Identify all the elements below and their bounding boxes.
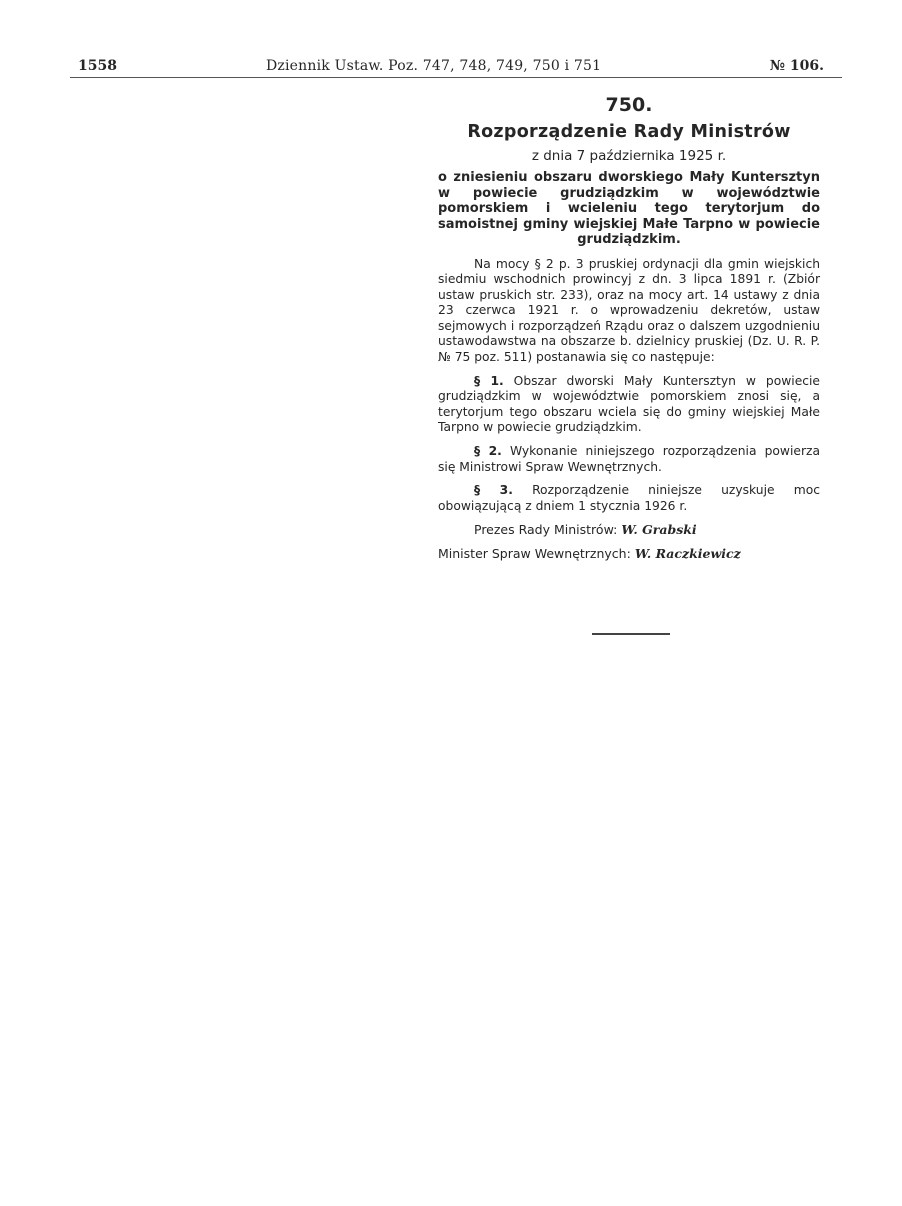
section-1: [438, 374, 820, 436]
section-text: Rozporządzenie niniejsze uzyskuje moc obowiązującą z dniem 1 stycznia 1926 r.: [438, 483, 820, 513]
act-subject: o zniesieniu obszaru dworskiego Mały Kuntersztyn w powiecie grudziądzkim w województwie pomorskiem i wcieleniu tego terytorjum do samoistnej gminy wiejskiej Małe Tarpno w powiecie grudziądzkim.: [438, 170, 820, 247]
signature-role: Minister Spraw Wewnętrznych:: [438, 546, 631, 562]
end-divider: [592, 633, 670, 635]
act-title: Rozporządzenie Rady Ministrów: [467, 122, 791, 142]
signature-name: W. Grabski: [621, 522, 697, 538]
act-date: z dnia 7 października 1925 r.: [531, 148, 727, 164]
section-text: Wykonanie niniejszego rozporządzenia powierza się Ministrowi Spraw Wewnętrznych.: [438, 444, 820, 474]
position-number: 750.: [605, 94, 653, 116]
signature-role: Prezes Rady Ministrów:: [474, 522, 618, 538]
section-label: § 2.: [474, 444, 502, 459]
page-header: [78, 58, 830, 78]
section-text: Obszar dworski Mały Kuntersztyn w powiecie grudziądzkim w województwie pomorskiem znosi się, a terytorjum tego obszaru wciela się do gminy wiejskiej Małe Tarpno w powiecie grudziądzkim.: [438, 373, 820, 435]
section-3: [438, 483, 820, 514]
page-number: 1558: [78, 58, 117, 74]
header-divider: [70, 77, 842, 78]
section-2: [438, 444, 820, 475]
signature-prime-minister: [438, 522, 820, 538]
signature-name: W. Raczkiewicz: [634, 546, 741, 562]
issue-number: № 106.: [769, 58, 824, 74]
act-column: [438, 92, 820, 562]
journal-title: Dziennik Ustaw. Poz. 747, 748, 749, 750 i 751: [266, 58, 602, 74]
section-label: § 1.: [474, 373, 504, 388]
section-label: § 3.: [474, 483, 513, 498]
signature-interior-minister: [438, 546, 820, 562]
preamble: Na mocy § 2 p. 3 pruskiej ordynacji dla gmin wiejskich siedmiu wschodnich prowincyj z dn. 3 lipca 1891 r. (Zbiór ustaw pruskich str. 233), oraz na mocy art. 14 ustawy z dnia 23 czerwca 1921 r. o wprowadzeniu dekretów, ustaw sejmowych i rozporządzeń Rządu oraz o dalszem uzgodnieniu ustawodawstwa na obszarze b. dzielnicy pruskiej (Dz. U. R. P. № 75 poz. 511) postanawia się co następuje:: [438, 256, 820, 365]
